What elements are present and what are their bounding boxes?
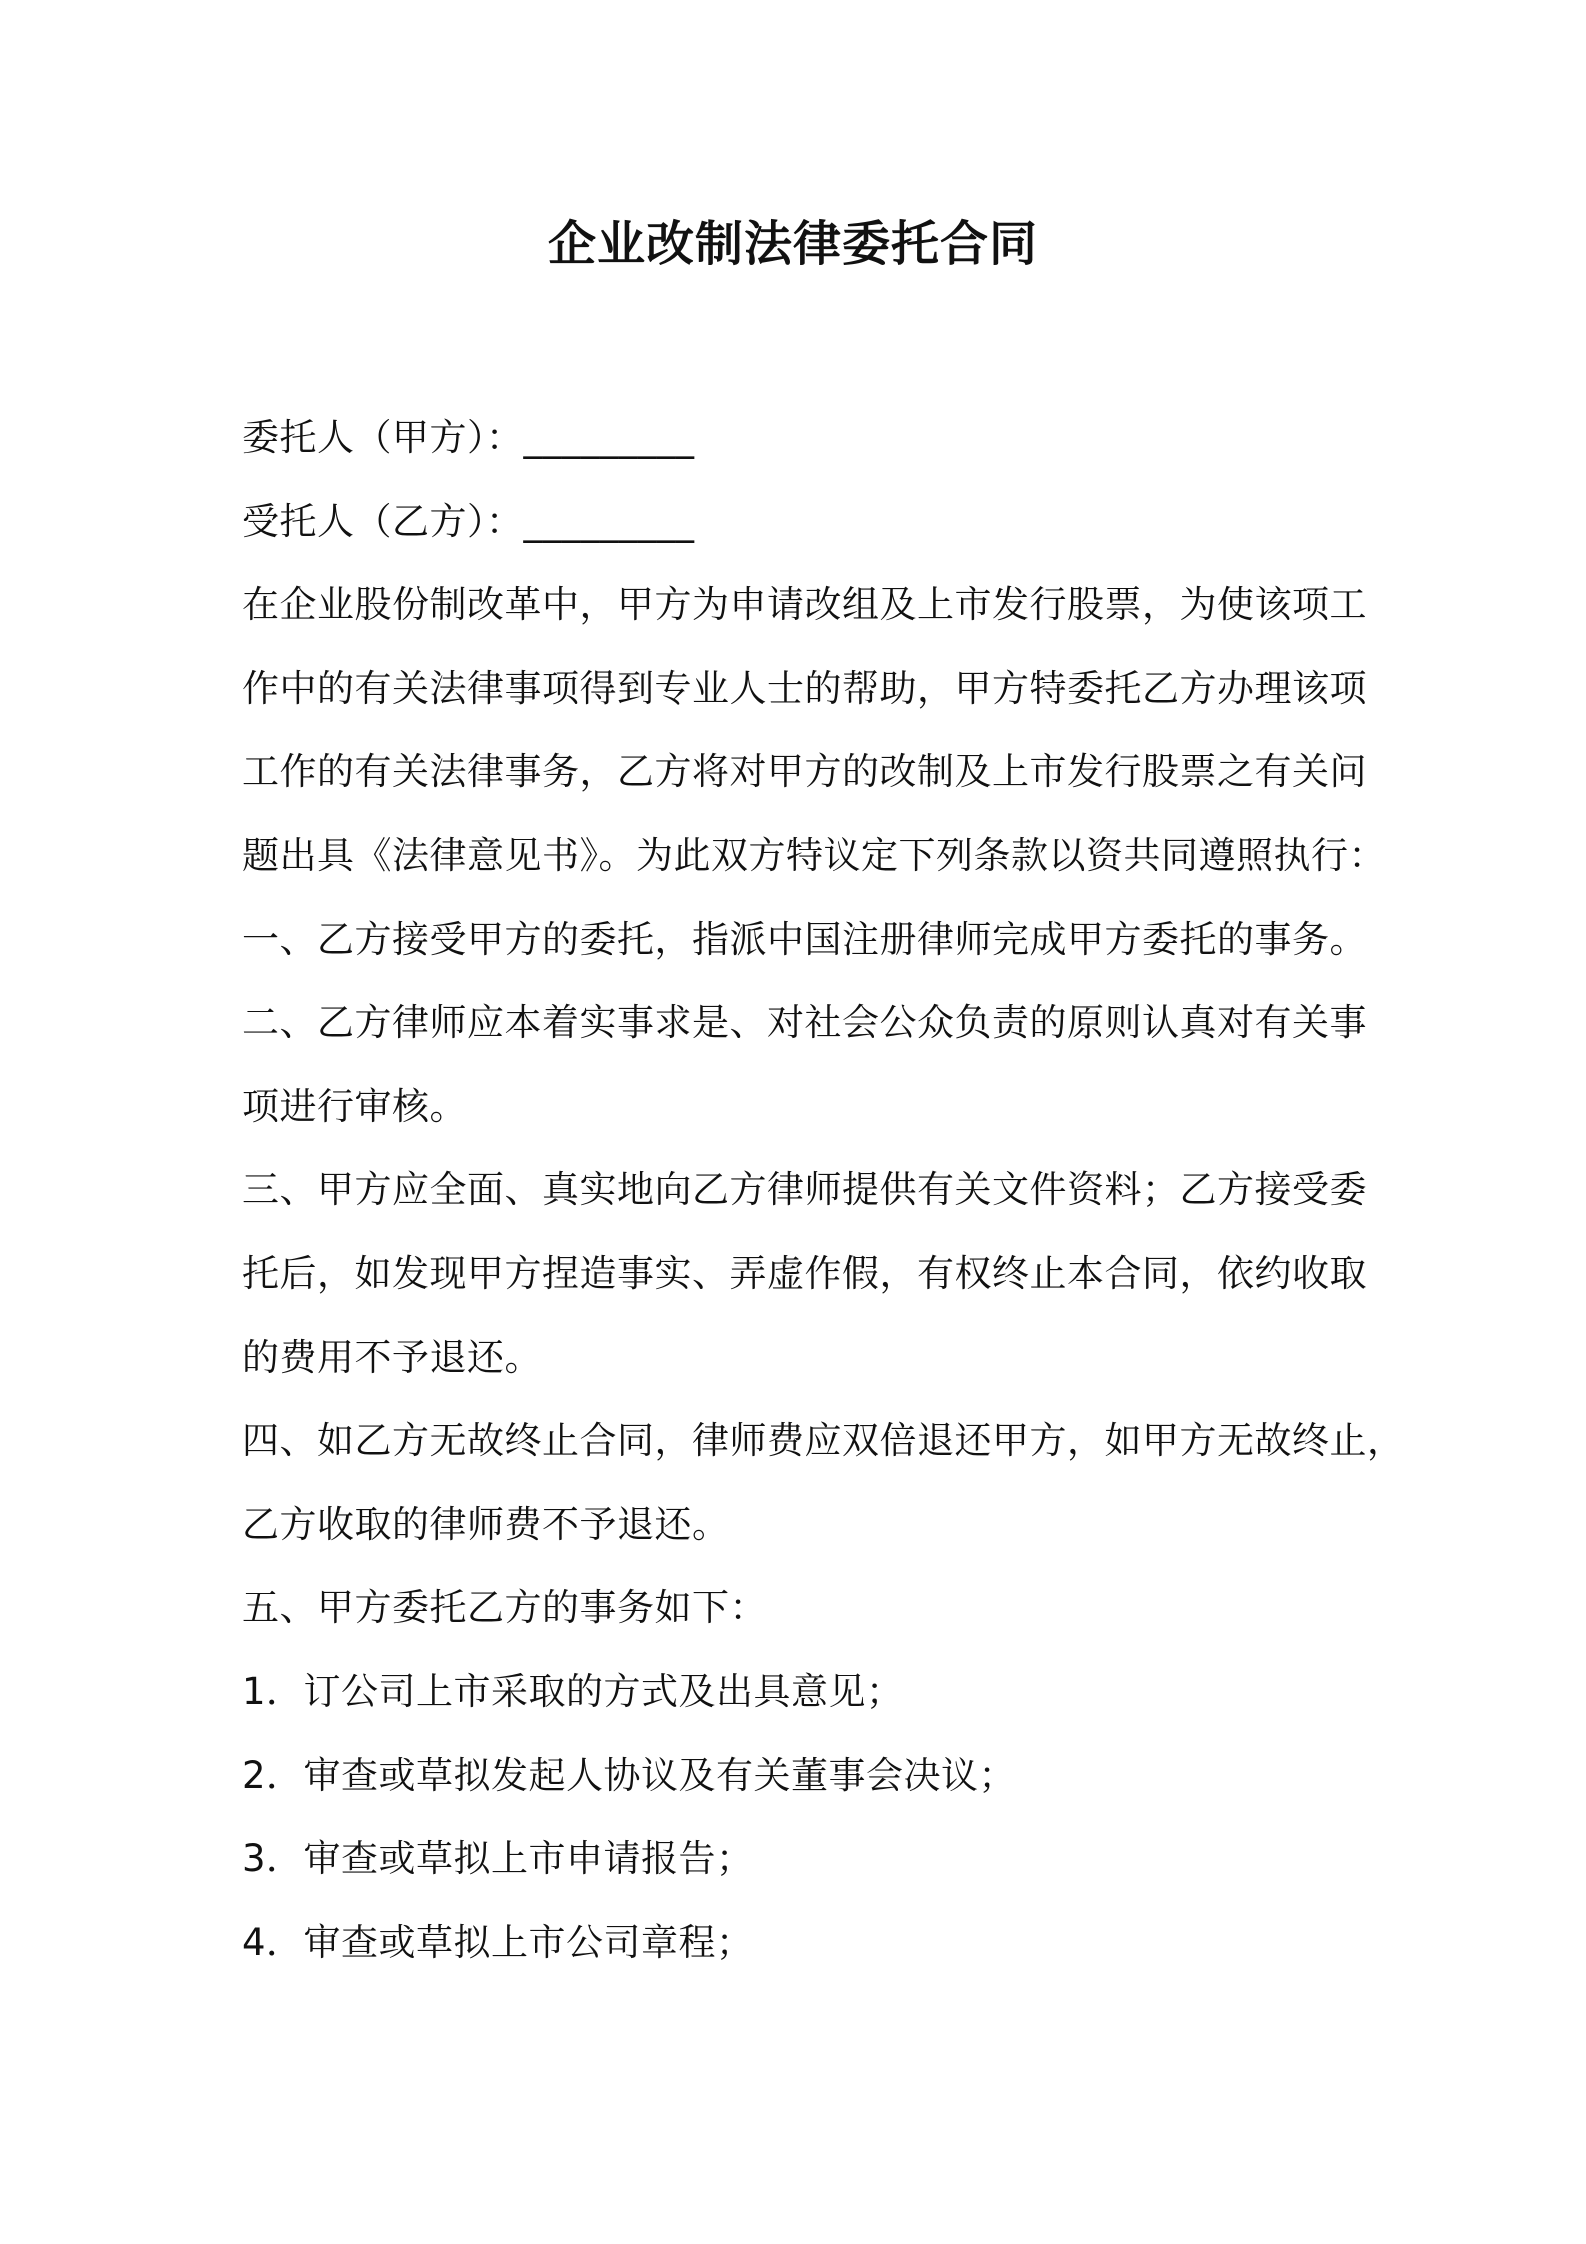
clause-4-line-1: 四、如乙方无故终止合同，律师费应双倍退还甲方，如甲方无故终止，: [242, 1419, 1405, 1463]
clause-2-line-1: 二、乙方律师应本着实事求是、对社会公众负责的原则认真对有关事: [242, 1001, 1367, 1045]
clause-5-item-4: 4．审查或草拟上市公司章程；: [242, 1920, 754, 1964]
preamble-line-1: 在企业股份制改革中，甲方为申请改组及上市发行股票，为使该项工: [242, 583, 1367, 627]
agent-line: 受托人（乙方）：_________: [242, 499, 695, 543]
clause-3-line-2: 托后，如发现甲方捏造事实、弄虚作假，有权终止本合同，依约收取: [242, 1251, 1367, 1295]
preamble-line-2: 作中的有关法律事项得到专业人士的帮助，甲方特委托乙方办理该项: [242, 666, 1367, 710]
clause-5-item-1: 1．订公司上市采取的方式及出具意见；: [242, 1669, 904, 1713]
clause-5-heading: 五、甲方委托乙方的事务如下：: [242, 1586, 767, 1630]
clause-3-line-1: 三、甲方应全面、真实地向乙方律师提供有关文件资料；乙方接受委: [242, 1168, 1367, 1212]
clause-3-line-3: 的费用不予退还。: [242, 1335, 542, 1379]
document-body: [242, 408, 1405, 1996]
preamble-line-3: 工作的有关法律事务，乙方将对甲方的改制及上市发行股票之有关问: [242, 750, 1367, 794]
clause-1-line-1: 一、乙方接受甲方的委托，指派中国注册律师完成甲方委托的事务。: [242, 917, 1367, 961]
preamble-line-4: 题出具《法律意见书》。为此双方特议定下列条款以资共同遵照执行：: [242, 833, 1386, 877]
clause-5-item-2: 2．审查或草拟发起人协议及有关董事会决议；: [242, 1753, 1017, 1797]
principal-line: 委托人（甲方）：_________: [242, 416, 695, 459]
clause-4-line-2: 乙方收取的律师费不予退还。: [242, 1502, 730, 1546]
document-title: 企业改制法律委托合同: [547, 216, 1038, 272]
clause-5-item-3: 3．审查或草拟上市申请报告；: [242, 1837, 754, 1881]
clause-2-line-2: 项进行审核。: [242, 1084, 467, 1128]
